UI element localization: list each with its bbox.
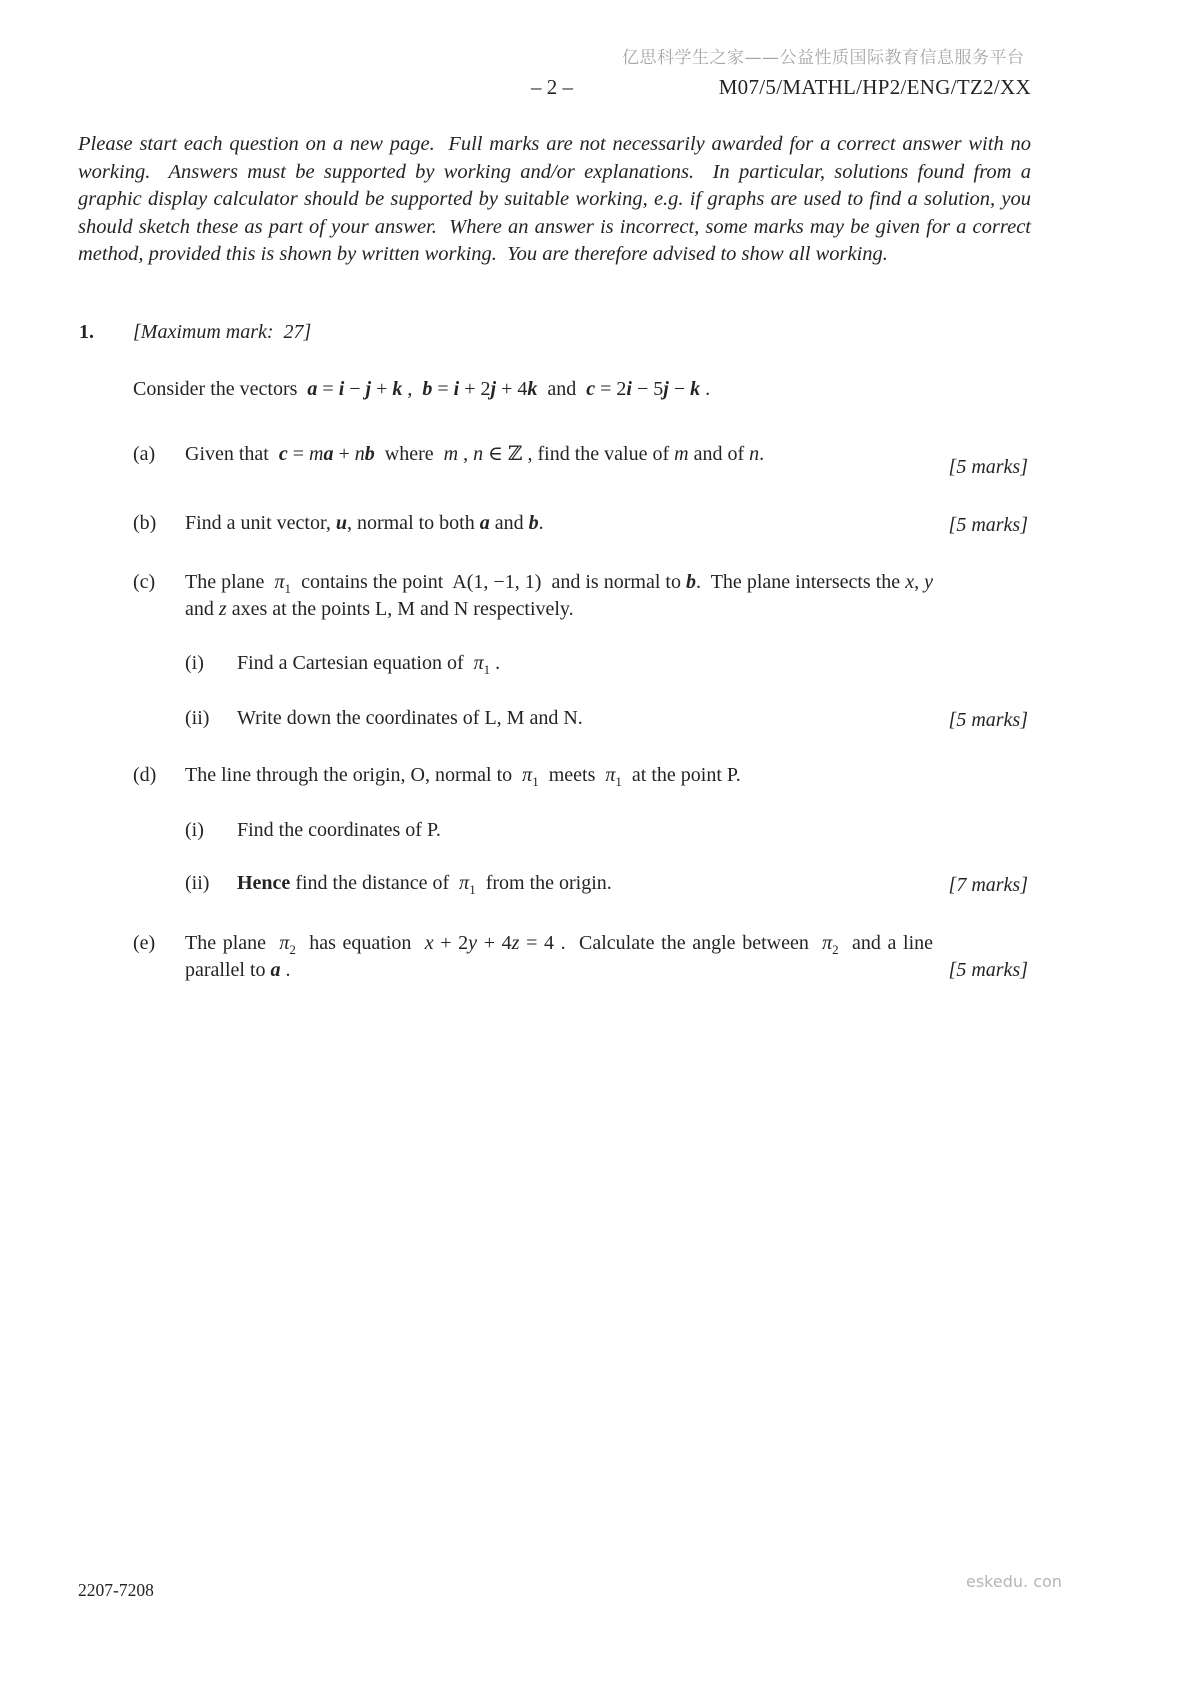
part-text-a: Given that c = ma + nb where m , n ∈ ℤ , find the value of m and of n.	[185, 443, 765, 465]
part-label-c: (c)	[133, 571, 156, 593]
part-text-c: The plane $\pi_1$ contains the point A(1, −1, 1) and is normal to b. The plane intersects the x, y and z axes at the points L, M and N respectively.	[185, 571, 934, 620]
paper-code: M07/5/MATHL/HP2/ENG/TZ2/XX	[718, 75, 1031, 99]
part-label-d: (d)	[133, 764, 157, 786]
marks-label-c: [5 marks]	[948, 709, 1028, 731]
part-label-b: (b)	[133, 512, 157, 534]
maximum-mark-label: [Maximum mark: 27]	[133, 321, 312, 343]
part-label-e: (e)	[133, 932, 156, 954]
question-stem: Consider the vectors a = i − j + k , b = i + 2j + 4k and c = 2i − 5j − k .	[133, 378, 711, 400]
footer-site-watermark: eskedu. con	[966, 1572, 1062, 1591]
marks-label-b: [5 marks]	[948, 514, 1028, 536]
question-number: 1.	[79, 321, 94, 343]
marks-label-a: [5 marks]	[948, 456, 1028, 478]
page-number: – 2 –	[531, 75, 573, 99]
part-label-a: (a)	[133, 443, 156, 465]
marks-label-e: [5 marks]	[948, 959, 1028, 981]
subpart-text-d-ii: Hence find the distance of $\pi_1$ from the origin.	[237, 872, 612, 897]
marks-label-d: [7 marks]	[948, 874, 1028, 896]
instructions-paragraph: Please start each question on a new page. Full marks are not necessarily awarded for a correct answer with no working. Answers must be supported by working and/or explanations. In particular, solutions found from a graphic display calculator should be supported by suitable working, e.g. if graphs are used to find a solution, you should sketch these as part of your answer. Where an answer is incorrect, some marks may be given for a correct method, provided this is shown by written working. You are therefore advised to show all working.	[78, 133, 1031, 265]
subpart-label-c-i: (i)	[185, 652, 204, 674]
subpart-label-c-ii: (ii)	[185, 707, 210, 729]
footer-document-code: 2207-7208	[78, 1580, 154, 1600]
part-text-b: Find a unit vector, u, normal to both a and b.	[185, 512, 544, 534]
subpart-text-c-ii: Write down the coordinates of L, M and N.	[237, 707, 583, 729]
subpart-text-d-i: Find the coordinates of P.	[237, 819, 441, 841]
subpart-label-d-i: (i)	[185, 819, 204, 841]
part-text-e: The plane $\pi_2$ has equation x + 2y + 4z = 4 . Calculate the angle between $\pi_2$ and a line parallel to a .	[185, 932, 934, 981]
header-site-watermark: 亿思科学生之家——公益性质国际教育信息服务平台	[622, 48, 1025, 68]
part-text-d: The line through the origin, O, normal to $\pi_1$ meets $\pi_1$ at the point P.	[185, 764, 741, 789]
subpart-label-d-ii: (ii)	[185, 872, 210, 894]
subpart-text-c-i: Find a Cartesian equation of $\pi_1$ .	[237, 652, 501, 677]
